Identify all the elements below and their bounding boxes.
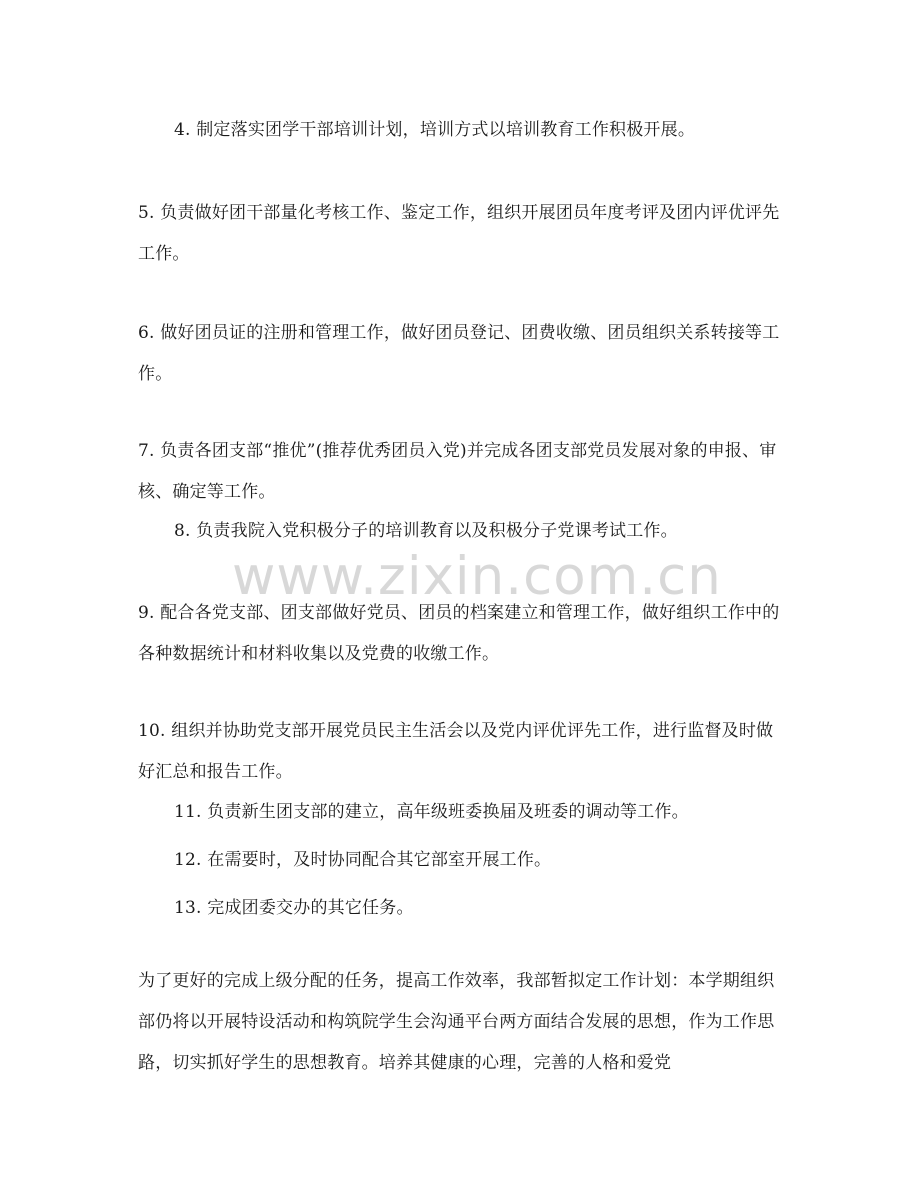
paragraph-item-9: 9. 配合各党支部、团支部做好党员、团员的档案建立和管理工作，做好组织工作中的各种数据统计和材料收集以及党费的收缴工作。 [138,603,780,664]
paragraph-item-13: 13. 完成团委交办的其它任务。 [174,898,414,918]
paragraph-item-11: 11. 负责新生团支部的建立，高年级班委换届及班委的调动等工作。 [174,802,689,822]
summary-paragraph: 为了更好的完成上级分配的任务，提高工作效率，我部暂拟定工作计划：本学期组织部仍将以开展特设活动和构筑院学生会沟通平台两方面结合发展的思想，作为工作思路，切实抓好学生的思想教育。培养其健康的心理，完善的人格和爱党 [138,971,775,1073]
paragraph-item-4: 4. 制定落实团学干部培训计划，培训方式以培训教育工作积极开展。 [174,120,696,140]
watermark-text: www.zixin.com.cn [232,546,722,607]
paragraph-item-12: 12. 在需要时，及时协同配合其它部室开展工作。 [174,850,552,870]
paragraph-item-7: 7. 负责各团支部“推优”(推荐优秀团员入党)并完成各团支部党员发展对象的申报、审核、确定等工作。 [138,441,777,502]
paragraph-item-10: 10. 组织并协助党支部开展党员民主生活会以及党内评优评先工作，进行监督及时做好汇总和报告工作。 [138,721,774,782]
paragraph-item-5: 5. 负责做好团干部量化考核工作、鉴定工作，组织开展团员年度考评及团内评优评先工作。 [138,203,780,264]
paragraph-item-6: 6. 做好团员证的注册和管理工作，做好团员登记、团费收缴、团员组织关系转接等工作。 [138,323,780,384]
paragraph-item-8: 8. 负责我院入党积极分子的培训教育以及积极分子党课考试工作。 [174,521,678,541]
